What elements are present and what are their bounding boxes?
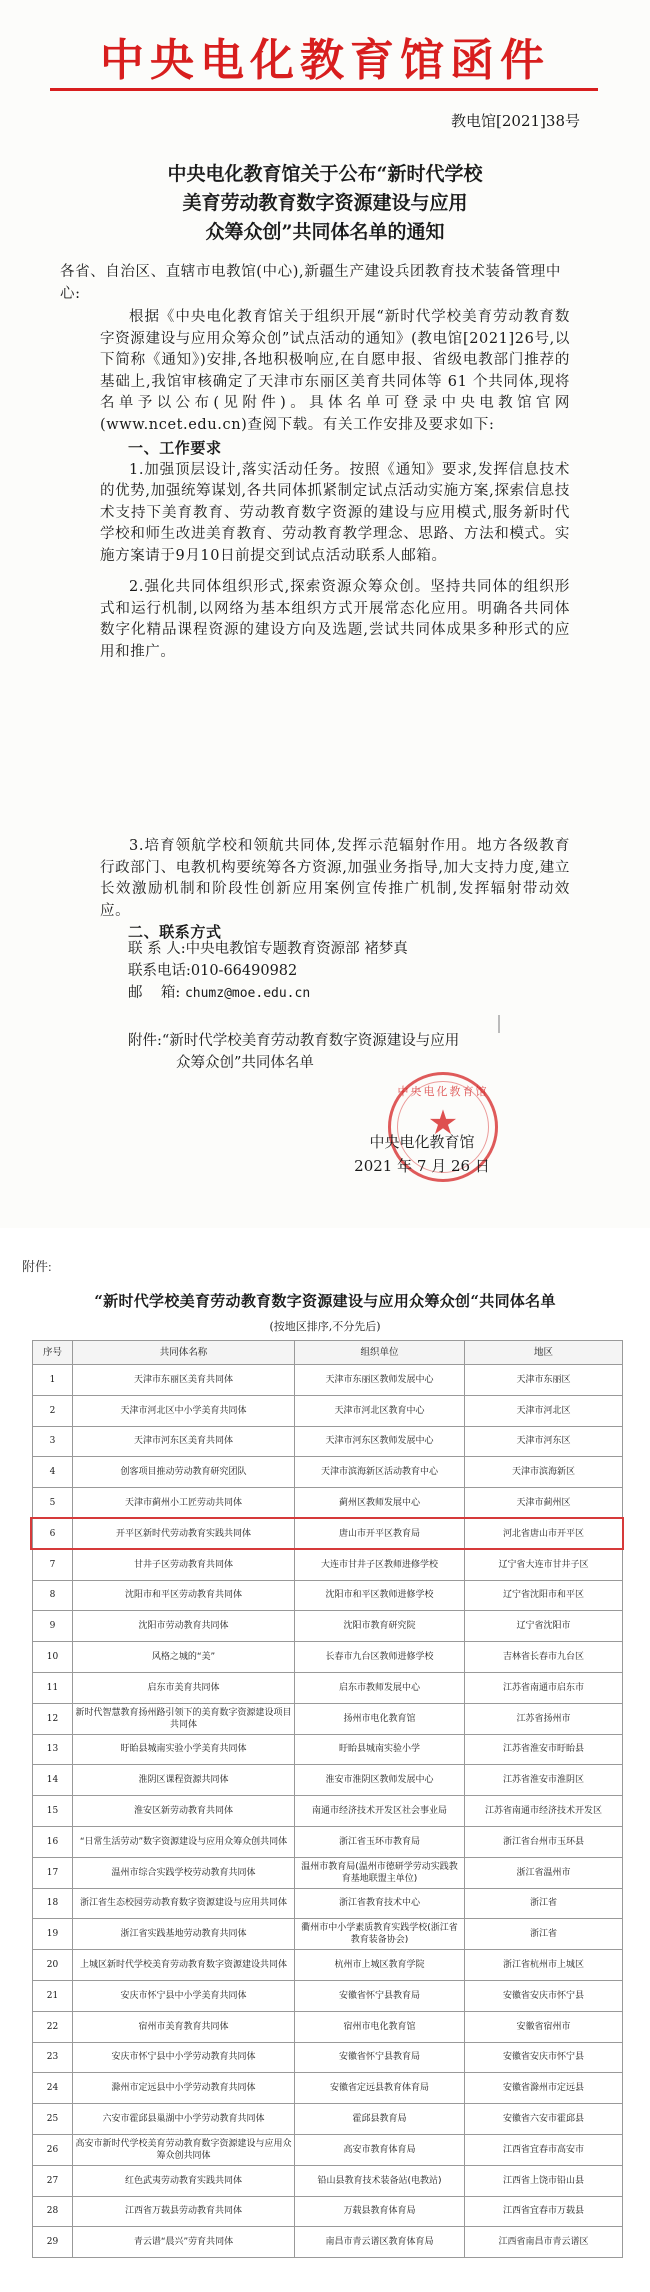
table-row <box>33 1734 623 1765</box>
cell-region: 安徽省宿州市 <box>465 2011 623 2042</box>
cell-organizer: 沈阳市教育研究院 <box>295 1611 465 1642</box>
cell-organizer: 宿州市电化教育馆 <box>295 2011 465 2042</box>
attachment-line: 众筹众创”共同体名单 <box>176 1055 314 1071</box>
cell-region: 天津市蓟州区 <box>465 1488 623 1519</box>
table-row <box>33 2134 623 2165</box>
cell-community-name: 天津市河北区中小学美育共同体 <box>73 1395 295 1426</box>
header-index: 序号 <box>33 1341 73 1365</box>
signature-date: 2021 年 7 月 26 日 <box>354 1157 490 1175</box>
table-row <box>33 2073 623 2104</box>
cell-community-name: 创客项目推动劳动教育研究团队 <box>73 1457 295 1488</box>
cell-community-name: “日常生活劳动”数字资源建设与应用众筹众创共同体 <box>73 1826 295 1857</box>
table-row <box>33 2104 623 2135</box>
table-row <box>33 2196 623 2227</box>
document-number: 教电馆[2021]38号 <box>451 112 580 130</box>
cell-index: 29 <box>33 2227 73 2258</box>
cell-organizer: 温州市教育局(温州市徳研学劳动实践教育基地联盟主单位) <box>295 1857 465 1888</box>
cell-organizer: 蓟州区教师发展中心 <box>295 1488 465 1519</box>
cell-organizer: 天津市滨海新区活动教育中心 <box>295 1457 465 1488</box>
cell-region: 天津市东丽区 <box>465 1365 623 1396</box>
cell-community-name: 盱眙县城南实验小学美育共同体 <box>73 1734 295 1765</box>
table-row <box>33 1549 623 1580</box>
table-row <box>33 1796 623 1827</box>
cell-organizer: 霍邱县教育局 <box>295 2104 465 2135</box>
cell-region: 天津市河东区 <box>465 1426 623 1457</box>
cell-community-name: 温州市综合实践学校劳动教育共同体 <box>73 1857 295 1888</box>
document-title <box>0 160 650 247</box>
cell-region: 江苏省淮安市盱眙县 <box>465 1734 623 1765</box>
cell-community-name: 开平区新时代劳动教育实践共同体 <box>73 1518 295 1549</box>
cell-region: 江西省上饶市铅山县 <box>465 2165 623 2196</box>
cell-community-name: 启东市美育共同体 <box>73 1672 295 1703</box>
table-row <box>33 1642 623 1673</box>
signature-org: 中央电化教育馆 <box>369 1133 475 1151</box>
cell-organizer: 高安市教育体育局 <box>295 2134 465 2165</box>
cell-region: 江苏省南通市经济技术开发区 <box>465 1796 623 1827</box>
cell-organizer: 天津市河北区教育中心 <box>295 1395 465 1426</box>
cell-index: 28 <box>33 2196 73 2227</box>
cell-index: 4 <box>33 1457 73 1488</box>
cell-region: 安徽省安庆市怀宁县 <box>465 1980 623 2011</box>
cell-index: 26 <box>33 2134 73 2165</box>
section-heading-contact: 二、联系方式 <box>128 923 222 941</box>
seal-text: 中央电化教育馆 <box>397 1085 489 1098</box>
cell-index: 6 <box>33 1518 73 1549</box>
cell-organizer: 启东市教师发展中心 <box>295 1672 465 1703</box>
cell-index: 12 <box>33 1703 73 1734</box>
cell-community-name: 上城区新时代学校美育劳动教育数字资源建设共同体 <box>73 1950 295 1981</box>
table-row <box>33 2227 623 2258</box>
contact-email[interactable]: chumz@moe.edu.cn <box>184 986 311 1001</box>
cell-region: 辽宁省大连市甘井子区 <box>465 1549 623 1580</box>
table-row <box>33 1365 623 1396</box>
cell-community-name: 沈阳市劳动教育共同体 <box>73 1611 295 1642</box>
table-row <box>33 1580 623 1611</box>
title-line: 众筹众创”共同体名单的通知 <box>205 221 445 243</box>
table-row <box>33 1703 623 1734</box>
header-community-name: 共同体名称 <box>73 1341 295 1365</box>
cell-index: 9 <box>33 1611 73 1642</box>
cell-community-name: 安庆市怀宁县中小学劳动教育共同体 <box>73 2042 295 2073</box>
cell-index: 14 <box>33 1765 73 1796</box>
table-row <box>33 1826 623 1857</box>
cell-index: 16 <box>33 1826 73 1857</box>
cell-community-name: 沈阳市和平区劳动教育共同体 <box>73 1580 295 1611</box>
cell-index: 2 <box>33 1395 73 1426</box>
letter-body <box>60 262 570 663</box>
letterhead-rule <box>50 88 598 91</box>
cell-organizer: 南昌市青云谱区教育体育局 <box>295 2227 465 2258</box>
table-row <box>33 1395 623 1426</box>
section-heading-requirements: 一、工作要求 <box>128 439 222 457</box>
table-row <box>33 1611 623 1642</box>
table-row <box>33 1426 623 1457</box>
cell-organizer: 长春市九台区教师进修学校 <box>295 1642 465 1673</box>
cell-index: 10 <box>33 1642 73 1673</box>
cell-index: 22 <box>33 2011 73 2042</box>
cell-community-name: 风格之城的“美” <box>73 1642 295 1673</box>
table-row <box>33 1950 623 1981</box>
intro-paragraph: 根据《中央电化教育馆关于组织开展“新时代学校美育劳动教育数字资源建设与应用众筹众创”试点活动的通知》(教电馆[2021]26号,以下简称《通知》)安排,各地积极响应,在自愿申报、省级电教部门推荐的基础上,我馆审核确定了天津市东丽区美育共同体等 61 个共同体,现将名单予以公布(见附件)。具体名单可登录中央电教馆官网(www.ncet.edu.cn)查阅下载。有关工作安排及要求如下: <box>100 309 570 433</box>
letter-body-continued <box>100 836 570 944</box>
cell-index: 25 <box>33 2104 73 2135</box>
cell-index: 17 <box>33 1857 73 1888</box>
cell-index: 1 <box>33 1365 73 1396</box>
cell-community-name: 天津市蓟州小工匠劳动共同体 <box>73 1488 295 1519</box>
cell-region: 辽宁省沈阳市 <box>465 1611 623 1642</box>
cell-organizer: 浙江省玉环市教育局 <box>295 1826 465 1857</box>
cell-index: 21 <box>33 1980 73 2011</box>
contact-person: 联 系 人:中央电教馆专题教育资源部 褚梦真 <box>128 941 408 957</box>
cell-region: 浙江省杭州市上城区 <box>465 1950 623 1981</box>
requirement-item-1: 1.加强顶层设计,落实活动任务。按照《通知》要求,发挥信息技术的优势,加强统筹谋划,各共同体抓紧制定试点活动实施方案,探索信息技术支持下美育教育、劳动教育数字资源的建设与应用模式,服务新时代学校和师生改进美育教育、劳动教育教学理念、思路、方法和模式。实施方案请于9月10日前提交到试点活动联系人邮箱。 <box>100 461 570 564</box>
cell-community-name: 宿州市美育教育共同体 <box>73 2011 295 2042</box>
table-row <box>33 1488 623 1519</box>
cell-index: 15 <box>33 1796 73 1827</box>
contact-block <box>128 938 408 1005</box>
cell-organizer: 唐山市开平区教育局 <box>295 1518 465 1549</box>
table-header-row <box>33 1341 623 1365</box>
cell-index: 13 <box>33 1734 73 1765</box>
list-subtitle: (按地区排序,不分先后) <box>269 1320 381 1333</box>
cell-organizer: 衢州市中小学素质教育实践学校(浙江省教育装备协会) <box>295 1919 465 1950</box>
table-row <box>33 2165 623 2196</box>
cell-region: 江苏省南通市启东市 <box>465 1672 623 1703</box>
cell-organizer: 大连市甘井子区教师进修学校 <box>295 1549 465 1580</box>
requirement-item-2: 2.强化共同体组织形式,探索资源众筹众创。坚持共同体的组织形式和运行机制,以网络为基本组织方式开展常态化应用。明确各共同体数字化精品课程资源的建设方向及选题,尝试共同体成果多种形式的应用和推广。 <box>100 579 570 660</box>
cell-region: 江西省宜春市万载县 <box>465 2196 623 2227</box>
header-organizer: 组织单位 <box>295 1341 465 1365</box>
cell-community-name: 高安市新时代学校美育劳动教育数字资源建设与应用众筹众创共同体 <box>73 2134 295 2165</box>
cell-community-name: 安庆市怀宁县中小学美育共同体 <box>73 1980 295 2011</box>
list-title: “新时代学校美育劳动教育数字资源建设与应用众筹众创“共同体名单 <box>94 1292 556 1310</box>
header-region: 地区 <box>465 1341 623 1365</box>
cell-community-name: 淮阴区课程资源共同体 <box>73 1765 295 1796</box>
table-row <box>33 1980 623 2011</box>
title-line: 美育劳动教育数字资源建设与应用 <box>182 192 468 214</box>
salutation: 各省、自治区、直辖市电教馆(中心),新疆生产建设兵团教育技术装备管理中心: <box>60 264 561 302</box>
cell-organizer: 铅山县教育技术装备站(电教站) <box>295 2165 465 2196</box>
cell-region: 天津市河北区 <box>465 1395 623 1426</box>
cell-community-name: 天津市东丽区美育共同体 <box>73 1365 295 1396</box>
cell-index: 19 <box>33 1919 73 1950</box>
cell-region: 江西省南昌市青云谱区 <box>465 2227 623 2258</box>
table-row <box>33 1919 623 1950</box>
table-row <box>33 1457 623 1488</box>
cell-community-name: 红色武夷劳动教育实践共同体 <box>73 2165 295 2196</box>
title-line: 中央电化教育馆关于公布“新时代学校 <box>167 163 483 185</box>
attachment-label: 附件: <box>22 1259 52 1274</box>
cell-community-name: 甘井子区劳动教育共同体 <box>73 1549 295 1580</box>
seal-star-icon: ★ <box>427 1103 459 1143</box>
community-table <box>32 1340 623 2258</box>
requirement-item-3: 3.培育领航学校和领航共同体,发挥示范辐射作用。地方各级教育行政部门、电教机构要统筹各方资源,加强业务指导,加大支持力度,建立长效激励机制和阶段性创新应用案例宣传推广机制,发挥辐射带动效应。 <box>100 838 570 919</box>
cell-organizer: 南通市经济技术开发区社会事业局 <box>295 1796 465 1827</box>
letterhead: 中央电化教育馆函件 <box>100 35 550 86</box>
cell-region: 河北省唐山市开平区 <box>465 1518 623 1549</box>
cell-region: 安徽省安庆市怀宁县 <box>465 2042 623 2073</box>
cell-region: 江苏省扬州市 <box>465 1703 623 1734</box>
cell-organizer: 盱眙县城南实验小学 <box>295 1734 465 1765</box>
contact-phone: 联系电话:010-66490982 <box>128 963 298 979</box>
cell-organizer: 天津市东丽区教师发展中心 <box>295 1365 465 1396</box>
scan-mark <box>498 1015 500 1033</box>
table-row <box>33 2042 623 2073</box>
cell-region: 辽宁省沈阳市和平区 <box>465 1580 623 1611</box>
cell-index: 20 <box>33 1950 73 1981</box>
table-row <box>33 1765 623 1796</box>
cell-region: 浙江省 <box>465 1888 623 1919</box>
cell-index: 24 <box>33 2073 73 2104</box>
table-row <box>33 1857 623 1888</box>
table-row <box>33 1888 623 1919</box>
cell-community-name: 淮安区新劳动教育共同体 <box>73 1796 295 1827</box>
signature-block <box>322 1130 522 1178</box>
cell-region: 安徽省六安市霍邱县 <box>465 2104 623 2135</box>
cell-index: 23 <box>33 2042 73 2073</box>
cell-index: 18 <box>33 1888 73 1919</box>
cell-region: 浙江省 <box>465 1919 623 1950</box>
contact-email-label: 邮 箱: <box>128 985 181 1001</box>
cell-community-name: 浙江省实践基地劳动教育共同体 <box>73 1919 295 1950</box>
cell-community-name: 江西省万载县劳动教育共同体 <box>73 2196 295 2227</box>
cell-organizer: 淮安市淮阴区教师发展中心 <box>295 1765 465 1796</box>
cell-region: 江西省宜春市高安市 <box>465 2134 623 2165</box>
cell-community-name: 新时代智慧教育扬州路引领下的美育数字资源建设项目共同体 <box>73 1703 295 1734</box>
cell-community-name: 浙江省生态校园劳动教育数字资源建设与应用共同体 <box>73 1888 295 1919</box>
cell-region: 天津市滨海新区 <box>465 1457 623 1488</box>
cell-region: 浙江省温州市 <box>465 1857 623 1888</box>
cell-community-name: 天津市河东区美育共同体 <box>73 1426 295 1457</box>
attachment-line: 附件:“新时代学校美育劳动教育数字资源建设与应用 <box>128 1033 460 1049</box>
cell-index: 8 <box>33 1580 73 1611</box>
cell-organizer: 安徽省怀宁县教育局 <box>295 1980 465 2011</box>
table-row <box>33 2011 623 2042</box>
cell-organizer: 安徽省怀宁县教育局 <box>295 2042 465 2073</box>
cell-index: 11 <box>33 1672 73 1703</box>
cell-community-name: 滁州市定远县中小学劳动教育共同体 <box>73 2073 295 2104</box>
table-row <box>33 1518 623 1549</box>
cell-index: 7 <box>33 1549 73 1580</box>
cell-organizer: 扬州市电化教育馆 <box>295 1703 465 1734</box>
attachment-note <box>128 1030 558 1074</box>
contact-email-row <box>128 982 408 1005</box>
cell-region: 吉林省长春市九台区 <box>465 1642 623 1673</box>
cell-index: 5 <box>33 1488 73 1519</box>
cell-organizer: 万载县教育体育局 <box>295 2196 465 2227</box>
cell-community-name: 六安市霍邱县巢湖中小学劳动教育共同体 <box>73 2104 295 2135</box>
cell-region: 江苏省淮安市淮阴区 <box>465 1765 623 1796</box>
cell-organizer: 浙江省教育技术中心 <box>295 1888 465 1919</box>
cell-community-name: 青云谱“晨兴”劳育共同体 <box>73 2227 295 2258</box>
table-row <box>33 1672 623 1703</box>
cell-index: 27 <box>33 2165 73 2196</box>
cell-organizer: 安徽省定远县教育体育局 <box>295 2073 465 2104</box>
cell-organizer: 杭州市上城区教育学院 <box>295 1950 465 1981</box>
cell-region: 浙江省台州市玉环县 <box>465 1826 623 1857</box>
cell-organizer: 天津市河东区教师发展中心 <box>295 1426 465 1457</box>
cell-organizer: 沈阳市和平区教师进修学校 <box>295 1580 465 1611</box>
cell-index: 3 <box>33 1426 73 1457</box>
cell-region: 安徽省滁州市定远县 <box>465 2073 623 2104</box>
